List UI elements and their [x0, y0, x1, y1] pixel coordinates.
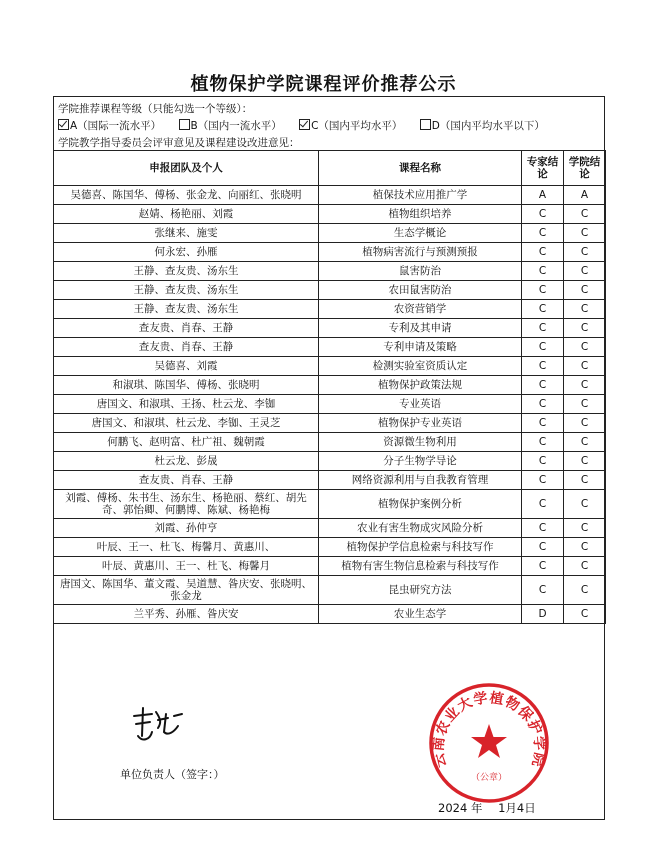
cell-college-result: C [564, 319, 606, 338]
cell-college-result: C [564, 433, 606, 452]
grade-option-label: D（国内平均水平以下） [431, 120, 545, 132]
checkbox-checked-icon[interactable] [299, 119, 310, 130]
cell-course: 植物组织培养 [319, 205, 522, 224]
cell-expert-result: C [522, 471, 564, 490]
grade-option-c[interactable] [299, 118, 402, 133]
cell-college-result: C [564, 452, 606, 471]
cell-team: 查友贵、肖春、王静 [54, 471, 319, 490]
table-row [54, 471, 606, 490]
cell-expert-result: C [522, 243, 564, 262]
cell-college-result: C [564, 243, 606, 262]
table-body [54, 186, 606, 624]
cell-course: 专利及其申请 [319, 319, 522, 338]
handwritten-signature [128, 702, 188, 746]
table-row [54, 557, 606, 576]
cell-course: 资源微生物利用 [319, 433, 522, 452]
cell-course: 网络资源利用与自我教育管理 [319, 471, 522, 490]
cell-team: 赵婧、杨艳丽、刘霞 [54, 205, 319, 224]
cell-expert-result: C [522, 576, 564, 605]
header-team: 申报团队及个人 [54, 151, 319, 186]
cell-college-result: C [564, 376, 606, 395]
cell-course: 农资营销学 [319, 300, 522, 319]
cell-team: 唐国文、陈国华、董文霞、吴道慧、昝庆安、张晓明、张金龙 [54, 576, 319, 605]
seal-center-text: （公章） [470, 773, 508, 783]
cell-course: 专业英语 [319, 395, 522, 414]
seal-arc-text: 云南农业大学植物保护学院 [430, 690, 548, 770]
cell-team: 叶辰、王一、杜飞、梅馨月、黄惠川、 [54, 538, 319, 557]
page-title: 植物保护学院课程评价推荐公示 [190, 74, 457, 95]
cell-expert-result: C [522, 300, 564, 319]
cell-team: 何永宏、孙雁 [54, 243, 319, 262]
checkbox-icon[interactable] [179, 119, 190, 130]
table-row [54, 262, 606, 281]
grade-option-b[interactable] [179, 118, 282, 133]
cell-course: 农业生态学 [319, 605, 522, 624]
cell-expert-result: C [522, 281, 564, 300]
table-row [54, 490, 606, 519]
checkbox-checked-icon[interactable] [58, 119, 69, 130]
cell-course: 农田鼠害防治 [319, 281, 522, 300]
table-row [54, 186, 606, 205]
official-seal-icon [426, 680, 552, 806]
cell-team: 王静、查友贵、汤东生 [54, 300, 319, 319]
cell-course: 专利申请及策略 [319, 338, 522, 357]
cell-expert-result: C [522, 519, 564, 538]
cell-team: 唐国文、和淑琪、杜云龙、李铷、王灵芝 [54, 414, 319, 433]
table-row [54, 300, 606, 319]
cell-expert-result: C [522, 357, 564, 376]
table-row [54, 519, 606, 538]
date-year: 2024 [438, 801, 468, 815]
committee-line: 学院教学指导委员会评审意见及课程建设改进意见： [58, 137, 300, 149]
cell-college-result: C [564, 490, 606, 519]
cell-college-result: C [564, 519, 606, 538]
table-row [54, 376, 606, 395]
cell-expert-result: D [522, 605, 564, 624]
cell-expert-result: C [522, 205, 564, 224]
cell-team: 和淑琪、陈国华、傅杨、张晓明 [54, 376, 319, 395]
table-row [54, 243, 606, 262]
cell-course: 鼠害防治 [319, 262, 522, 281]
date-year-char: 年 [470, 801, 483, 815]
header-college: 学院结论 [564, 151, 606, 186]
header-course: 课程名称 [319, 151, 522, 186]
cell-team: 刘霞、孙仲亨 [54, 519, 319, 538]
cell-college-result: C [564, 224, 606, 243]
cell-expert-result: C [522, 395, 564, 414]
cell-expert-result: C [522, 433, 564, 452]
cell-college-result: C [564, 414, 606, 433]
table-row [54, 576, 606, 605]
table-row [54, 319, 606, 338]
cell-college-result: C [564, 281, 606, 300]
cell-college-result: C [564, 395, 606, 414]
cell-expert-result: C [522, 414, 564, 433]
cell-course: 植保技术应用推广学 [319, 186, 522, 205]
grade-prompt: 学院推荐课程等级（只能勾选一个等级）： [58, 103, 253, 115]
cell-team: 叶辰、黄惠川、王一、杜飞、梅馨月 [54, 557, 319, 576]
cell-college-result: C [564, 576, 606, 605]
table-row [54, 205, 606, 224]
date-month-day: 1月4日 [498, 801, 536, 815]
table-row [54, 338, 606, 357]
cell-college-result: C [564, 538, 606, 557]
table-row [54, 414, 606, 433]
grade-option-label: C（国内平均水平） [311, 120, 403, 132]
table-row [54, 281, 606, 300]
cell-expert-result: C [522, 224, 564, 243]
cell-course: 植物保护政策法规 [319, 376, 522, 395]
cell-expert-result: C [522, 538, 564, 557]
table-row [54, 357, 606, 376]
grade-option-label: A（国际一流水平） [70, 120, 162, 132]
table-row [54, 605, 606, 624]
cell-college-result: C [564, 205, 606, 224]
cell-team: 兰平秀、孙雁、昝庆安 [54, 605, 319, 624]
table-row [54, 433, 606, 452]
cell-expert-result: C [522, 262, 564, 281]
cell-course: 植物有害生物信息检索与科技写作 [319, 557, 522, 576]
cell-expert-result: C [522, 319, 564, 338]
cell-expert-result: C [522, 557, 564, 576]
checkbox-icon[interactable] [420, 119, 431, 130]
cell-team: 王静、查友贵、汤东生 [54, 281, 319, 300]
table-header-row [54, 151, 606, 186]
cell-course: 检测实验室资质认定 [319, 357, 522, 376]
cell-team: 查友贵、肖春、王静 [54, 319, 319, 338]
cell-course: 农业有害生物成灾风险分析 [319, 519, 522, 538]
cell-team: 吴德喜、陈国华、傅杨、张金龙、向丽红、张晓明 [54, 186, 319, 205]
cell-course: 植物保护案例分析 [319, 490, 522, 519]
grade-option-label: B（国内一流水平） [190, 120, 282, 132]
table-row [54, 395, 606, 414]
cell-expert-result: C [522, 376, 564, 395]
grade-options [58, 118, 559, 133]
cell-course: 植物病害流行与预测预报 [319, 243, 522, 262]
cell-expert-result: A [522, 186, 564, 205]
cell-team: 刘霞、傅杨、朱书生、汤东生、杨艳丽、蔡红、胡先奇、郭怡卿、何鹏博、陈斌、杨艳梅 [54, 490, 319, 519]
table-row [54, 224, 606, 243]
cell-college-result: C [564, 557, 606, 576]
cell-expert-result: C [522, 338, 564, 357]
cell-college-result: C [564, 338, 606, 357]
cell-team: 吴德喜、刘霞 [54, 357, 319, 376]
cell-course: 植物保护学信息检索与科技写作 [319, 538, 522, 557]
table-row [54, 538, 606, 557]
course-evaluation-table [53, 150, 606, 624]
cell-expert-result: C [522, 452, 564, 471]
cell-course: 生态学概论 [319, 224, 522, 243]
grade-option-d[interactable] [420, 118, 545, 133]
cell-college-result: C [564, 605, 606, 624]
cell-course: 昆虫研究方法 [319, 576, 522, 605]
cell-team: 王静、查友贵、汤东生 [54, 262, 319, 281]
seal-star-icon [471, 724, 507, 758]
cell-expert-result: C [522, 490, 564, 519]
cell-team: 何鹏飞、赵明富、杜广祖、魏朝霞 [54, 433, 319, 452]
cell-team: 杜云龙、彭晟 [54, 452, 319, 471]
table-row [54, 452, 606, 471]
cell-course: 植物保护专业英语 [319, 414, 522, 433]
signer-label: 单位负责人（签字：） [120, 768, 225, 781]
header-expert: 专家结论 [522, 151, 564, 186]
grade-option-a[interactable] [58, 118, 161, 133]
cell-team: 唐国文、和淑琪、王扬、杜云龙、李铷 [54, 395, 319, 414]
cell-course: 分子生物学导论 [319, 452, 522, 471]
cell-college-result: C [564, 300, 606, 319]
cell-team: 查友贵、肖春、王静 [54, 338, 319, 357]
cell-college-result: C [564, 357, 606, 376]
cell-college-result: A [564, 186, 606, 205]
cell-team: 张继来、施雯 [54, 224, 319, 243]
cell-college-result: C [564, 262, 606, 281]
cell-college-result: C [564, 471, 606, 490]
